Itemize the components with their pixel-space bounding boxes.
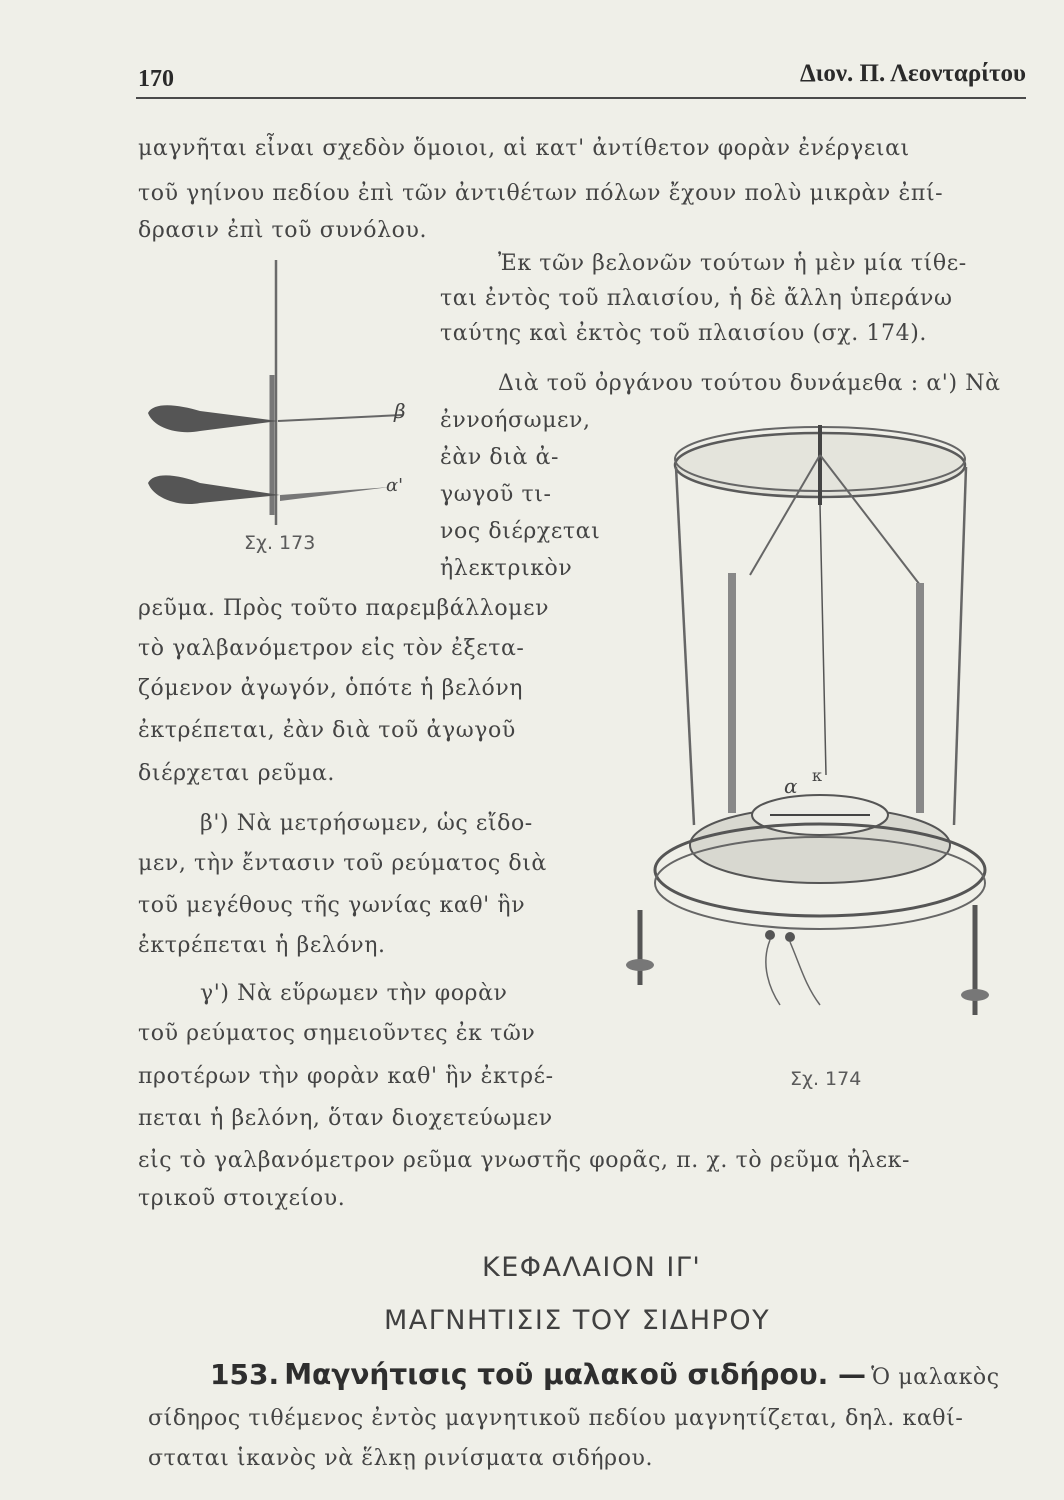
- page-number: 170: [138, 66, 174, 92]
- levelling-screw-right-head: [961, 989, 989, 1001]
- figure-173-caption: Σχ. 173: [244, 532, 316, 554]
- chapter-title: ΜΑΓΝΗΤΙΣΙΣ ΤΟΥ ΣΙΔΗΡΟΥ: [384, 1305, 771, 1336]
- lower-needle-arm: [280, 487, 390, 501]
- body-line: σίδηρος τιθέμενος ἐντὸς μαγνητικοῦ πεδίου μαγνητίζεται, δηλ. καθί-: [148, 1406, 964, 1431]
- cylinder-right-wall: [954, 467, 966, 825]
- lead-wire-2: [790, 942, 820, 1005]
- figure-174-galvanometer: [620, 405, 1040, 1035]
- figure-174-label-k: κ: [812, 766, 822, 785]
- running-head: Διον. Π. Λεονταρίτου: [799, 60, 1026, 87]
- figure-173-label-bottom: α': [386, 475, 404, 496]
- lead-wire-1: [766, 940, 780, 1005]
- body-line: Διὰ τοῦ ὀργάνου τούτου δυνάμεθα : α') Νὰ: [498, 371, 1001, 396]
- chapter-number: ΚΕΦΑΛΑΙΟΝ ΙΓ': [482, 1252, 702, 1283]
- body-line: τὸ γαλβανόμετρον εἰς τὸν ἐξετα-: [138, 636, 525, 661]
- body-line: ἐὰν διὰ ἀ-: [440, 445, 560, 470]
- body-line: τρικοῦ στοιχείου.: [138, 1186, 346, 1211]
- upper-needle: [148, 405, 278, 432]
- body-line: ἐκτρέπεται ἡ βελόνη.: [138, 933, 386, 958]
- header-rule: [136, 97, 1026, 99]
- body-line: β') Νὰ μετρήσωμεν, ὡς εἴδο-: [200, 811, 533, 836]
- body-line: πεται ἡ βελόνη, ὅταν διοχετεύωμεν: [138, 1106, 553, 1131]
- terminal-left: [765, 930, 775, 940]
- body-line: σταται ἱκανὸς νὰ ἕλκῃ ρινίσματα σιδήρου.: [148, 1446, 654, 1471]
- levelling-screw-left-head: [626, 959, 654, 971]
- suspension-fibre: [820, 505, 826, 775]
- body-line: ται ἐντὸς τοῦ πλαισίου, ἡ δὲ ἄλλη ὑπεράνω: [440, 286, 953, 311]
- body-line: μαγνῆται εἶναι σχεδὸν ὅμοιοι, αἱ κατ' ἀντίθετον φορὰν ἐνέργειαι: [138, 136, 910, 161]
- section-text-first: Ὁ μαλακὸς: [871, 1365, 1000, 1390]
- body-line: ἐννοήσωμεν,: [440, 408, 591, 433]
- body-line: Ἐκ τῶν βελονῶν τούτων ἡ μὲν μία τίθε-: [498, 251, 967, 276]
- upper-needle-arm: [278, 415, 402, 421]
- pillar-left: [728, 573, 736, 813]
- body-line: ἐκτρέπεται, ἐὰν διὰ τοῦ ἀγωγοῦ: [138, 718, 516, 743]
- cylinder-left-wall: [676, 467, 694, 825]
- body-line: ζόμενον ἀγωγόν, ὁπότε ἡ βελόνη: [138, 676, 524, 701]
- body-line: προτέρων τὴν φορὰν καθ' ἣν ἐκτρέ-: [138, 1064, 554, 1089]
- figure-173-label-top: β: [394, 399, 406, 423]
- body-line: ἠλεκτρικὸν: [440, 556, 573, 581]
- section-number: 153.: [210, 1358, 280, 1391]
- body-line: διέρχεται ρεῦμα.: [138, 761, 336, 786]
- body-line: δρασιν ἐπὶ τοῦ συνόλου.: [138, 218, 428, 243]
- terminal-right: [785, 932, 795, 942]
- figure-173-astatic-needles: [140, 255, 430, 545]
- figure-174-caption: Σχ. 174: [790, 1068, 862, 1090]
- body-line: εἰς τὸ γαλβανόμετρον ρεῦμα γνωστῆς φορᾶς, π. χ. τὸ ρεῦμα ἠλεκ-: [138, 1148, 910, 1173]
- body-line: μεν, τὴν ἔντασιν τοῦ ρεύματος διὰ: [138, 851, 547, 876]
- section-title: Μαγνήτισις τοῦ μαλακοῦ σιδήρου. —: [284, 1358, 867, 1391]
- lower-needle: [148, 475, 280, 504]
- body-line: νος διέρχεται: [440, 519, 601, 544]
- figure-174-label-a: α: [784, 774, 798, 798]
- pillar-right: [916, 583, 924, 813]
- body-line: τοῦ μεγέθους τῆς γωνίας καθ' ἣν: [138, 893, 526, 918]
- body-line: ταύτης καὶ ἐκτὸς τοῦ πλαισίου (σχ. 174).: [440, 321, 927, 346]
- section-heading: [210, 1358, 1000, 1396]
- body-line: τοῦ ρεύματος σημειοῦντες ἐκ τῶν: [138, 1021, 536, 1046]
- body-line: γωγοῦ τι-: [440, 482, 552, 507]
- body-line: ρεῦμα. Πρὸς τοῦτο παρεμβάλλομεν: [138, 596, 550, 621]
- body-line: γ') Νὰ εὕρωμεν τὴν φορὰν: [200, 981, 508, 1006]
- body-line: τοῦ γηίνου πεδίου ἐπὶ τῶν ἀντιθέτων πόλων ἔχουν πολὺ μικρὰν ἐπί-: [138, 181, 944, 206]
